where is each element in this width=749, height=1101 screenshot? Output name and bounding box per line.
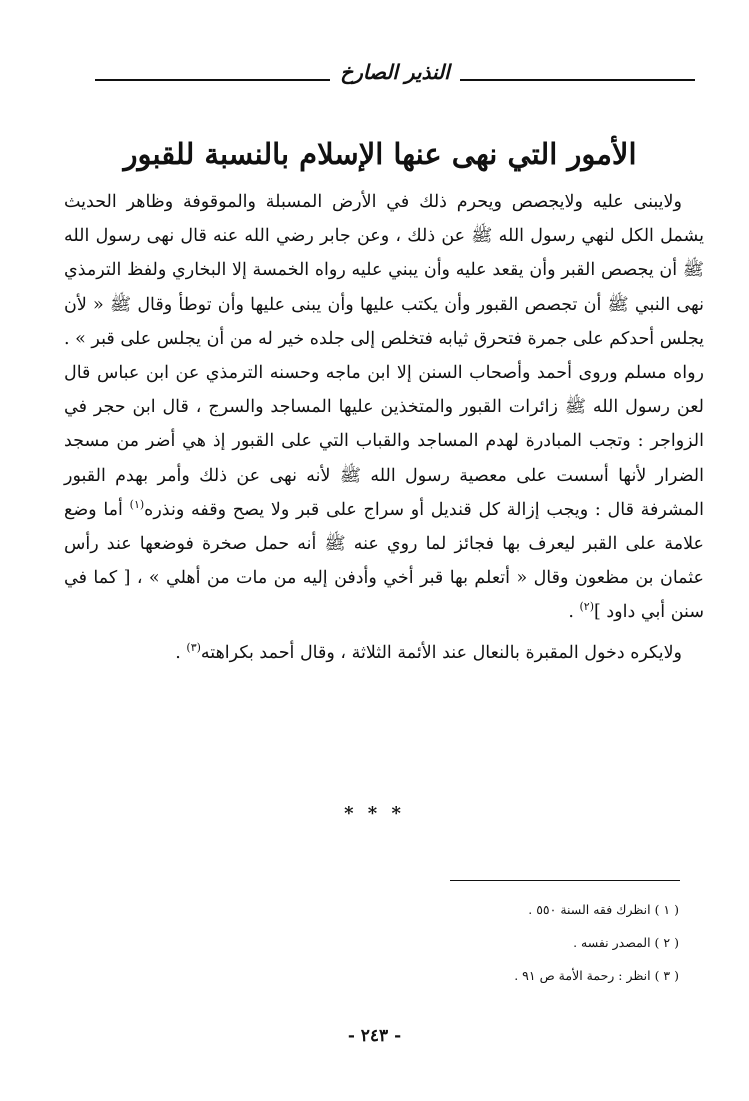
footnote-1: ( ١ ) انظرك فقه السنة ٥٥٠ .: [528, 902, 679, 917]
footnote-ref-3: (٣): [186, 640, 201, 654]
running-header: [95, 58, 695, 88]
running-header-title: النذير الصارخ: [330, 60, 459, 84]
page-number: - ٢٤٣ -: [347, 1026, 402, 1046]
paragraph-1-text-cont: أما وضع علامة على القبر ليعرف بها فجائز لما روي عنه ﷺ أنه حمل صخرة فوضعها عند رأس عثمان بن مظعون وقال « أتعلم بها قبر أخي وأدفن إليه من مات من أهلي » ، [ كما في سنن أبي داود ]: [64, 499, 704, 623]
paragraph-1-text: ولايبنى عليه ولايجصص ويحرم ذلك في الأرض المسبلة والموقوفة وظاهر الحديث يشمل الكل لنهي رسول الله ﷺ عن ذلك ، وعن جابر رضي الله عنه قال نهى رسول الله ﷺ أن يجصص القبر وأن يقعد عليه وأن يبني عليه رواه الخمسة إلا البخاري ولفظ الترمذي نهى النبي ﷺ أن تجصص القبور وأن يكتب عليها وأن يبنى عليها وأن توطأ وقال ﷺ « لأن يجلس أحدكم على جمرة فتحرق ثيابه فتخلص إلى جلده خير له من أن يجلس على قبر » . رواه مسلم وروى أحمد وأصحاب السنن إلا ابن ماجه وحسنه الترمذي عن ابن عباس قال لعن رسول الله ﷺ زائرات القبور والمتخذين عليها المساجد والسرج ، قال ابن حجر في الزواجر : وتجب المبادرة لهدم المساجد والقباب التي على القبور إذ هي أضر من مسجد الضرار لأنها أسست على معصية رسول الله ﷺ لأنه نهى عن ذلك وأمر بهدم القبور المشرفة قال : ويجب إزالة كل قنديل أو سراج على قبر ولا يصح وقفه ونذره: [64, 192, 704, 520]
paragraph-1: [64, 185, 704, 630]
paragraph-2-text: ولايكره دخول المقبرة بالنعال عند الأئمة الثلاثة ، وقال أحمد بكراهته: [200, 642, 682, 663]
section-separator: * * *: [344, 803, 405, 824]
footnote-3: ( ٣ ) انظر : رحمة الأمة ص ٩١ .: [514, 968, 679, 983]
footnote-ref-1: (١): [129, 498, 145, 511]
paragraph-2: [64, 636, 704, 670]
footnote-rule: [450, 880, 680, 881]
footnotes: [279, 893, 679, 992]
paragraph-2-end: .: [175, 642, 187, 663]
body-text: [64, 185, 704, 670]
paragraph-1-end: .: [568, 602, 580, 623]
footnote-ref-2: (٢): [579, 600, 594, 614]
section-heading: الأمور التي نهى عنها الإسلام بالنسبة للقبور: [123, 137, 637, 171]
footnote-2: ( ٢ ) المصدر نفسه .: [573, 935, 679, 950]
